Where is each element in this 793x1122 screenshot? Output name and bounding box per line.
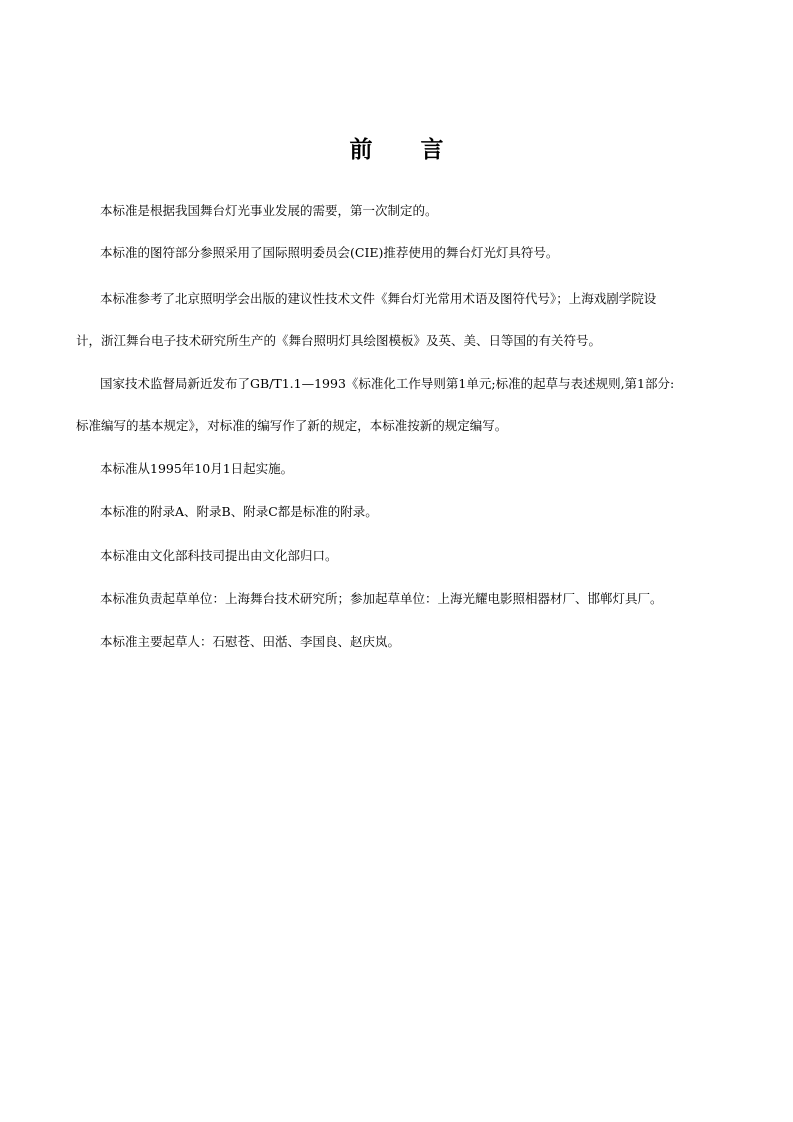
page-title — [0, 134, 793, 166]
paragraph-purpose: 本标准是根据我国舞台灯光事业发展的需要，第一次制定的。 — [100, 203, 438, 218]
paragraph-drafting-units: 本标准负责起草单位：上海舞台技术研究所；参加起草单位：上海光耀电影照相器材厂、邯郸灯具厂。 — [100, 591, 663, 606]
paragraph-effective-date: 本标准从1995年10月1日起实施。 — [100, 461, 294, 476]
paragraph-appendices: 本标准的附录A、附录B、附录C都是标准的附录。 — [100, 504, 378, 519]
paragraph-proposer: 本标准由文化部科技司提出由文化部归口。 — [100, 548, 338, 563]
paragraph-gb-line-2: 标准编写的基本规定》，对标准的编写作了新的规定，本标准按新的规定编写。 — [76, 418, 508, 433]
paragraph-references-line-1: 本标准参考了北京照明学会出版的建议性技术文件《舞台灯光常用术语及图符代号》；上海戏剧学院设 — [100, 291, 657, 306]
paragraph-drafters: 本标准主要起草人：石慰苍、田湉、李国良、赵庆岚。 — [100, 634, 401, 649]
title-char-1: 前 — [349, 137, 373, 163]
paragraph-references-line-2: 计，浙江舞台电子技术研究所生产的《舞台照明灯具绘图模板》及英、美、日等国的有关符号。 — [76, 333, 602, 348]
paragraph-cie-reference: 本标准的图符部分参照采用了国际照明委员会(CIE)推荐使用的舞台灯光灯具符号。 — [100, 245, 559, 260]
title-char-2: 言 — [420, 137, 444, 163]
paragraph-gb-line-1: 国家技术监督局新近发布了GB/T1.1—1993《标准化工作导则第1单元;标准的起草与表述规则,第1部分: — [100, 376, 675, 391]
